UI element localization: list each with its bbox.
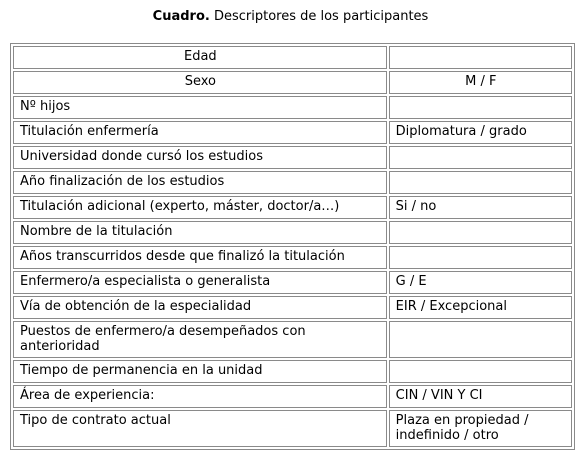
- descriptor-value-cell: EIR / Excepcional: [389, 296, 572, 319]
- descriptor-value-cell: [389, 221, 572, 244]
- table-row: [13, 196, 572, 219]
- descriptor-label-cell: Nombre de la titulación: [13, 221, 387, 244]
- descriptor-label-cell: Enfermero/a especialista o generalista: [13, 271, 387, 294]
- table-row: [13, 360, 572, 383]
- caption-text: Descriptores de los participantes: [213, 9, 429, 24]
- table-row: [13, 71, 572, 94]
- table-row: [13, 410, 572, 447]
- table-row: [13, 246, 572, 269]
- descriptor-value-cell: Plaza en propiedad / indefinido / otro: [389, 410, 572, 447]
- descriptor-label-cell: Vía de obtención de la especialidad: [13, 296, 387, 319]
- descriptor-value-cell: [389, 360, 572, 383]
- descriptor-label-cell: Tipo de contrato actual: [13, 410, 387, 447]
- table-row: [13, 171, 572, 194]
- caption-label: Cuadro.: [152, 9, 210, 24]
- table-row: [13, 271, 572, 294]
- descriptor-value-cell: [389, 321, 572, 358]
- descriptor-label-cell: Año finalización de los estudios: [13, 171, 387, 194]
- table-row: [13, 96, 572, 119]
- descriptor-label-cell: Titulación adicional (experto, máster, doctor/a…): [13, 196, 387, 219]
- descriptor-value-cell: [389, 171, 572, 194]
- descriptor-label-cell: Titulación enfermería: [13, 121, 387, 144]
- descriptor-label-cell: Edad: [13, 46, 387, 69]
- descriptor-value-cell: Si / no: [389, 196, 572, 219]
- descriptors-table: [10, 43, 575, 450]
- descriptor-label-cell: Área de experiencia:: [13, 385, 387, 408]
- table-row: [13, 146, 572, 169]
- table-row: [13, 121, 572, 144]
- table-caption: [0, 8, 581, 26]
- descriptor-value-cell: CIN / VIN Y CI: [389, 385, 572, 408]
- descriptor-label-cell: Años transcurridos desde que finalizó la titulación: [13, 246, 387, 269]
- descriptor-label-cell: Nº hijos: [13, 96, 387, 119]
- table-row: [13, 385, 572, 408]
- table-body: [13, 46, 572, 447]
- descriptor-value-cell: [389, 146, 572, 169]
- table-row: [13, 221, 572, 244]
- descriptor-label-cell: Puestos de enfermero/a desempeñados con anterioridad: [13, 321, 387, 358]
- descriptor-value-cell: [389, 46, 572, 69]
- descriptor-value-cell: Diplomatura / grado: [389, 121, 572, 144]
- descriptor-label-cell: Tiempo de permanencia en la unidad: [13, 360, 387, 383]
- descriptor-label-cell: Sexo: [13, 71, 387, 94]
- descriptor-value-cell: G / E: [389, 271, 572, 294]
- table-row: [13, 46, 572, 69]
- table-row: [13, 296, 572, 319]
- descriptor-value-cell: M / F: [389, 71, 572, 94]
- table-row: [13, 321, 572, 358]
- descriptor-label-cell: Universidad donde cursó los estudios: [13, 146, 387, 169]
- descriptor-value-cell: [389, 246, 572, 269]
- descriptor-value-cell: [389, 96, 572, 119]
- descriptors-table-container: [10, 43, 575, 450]
